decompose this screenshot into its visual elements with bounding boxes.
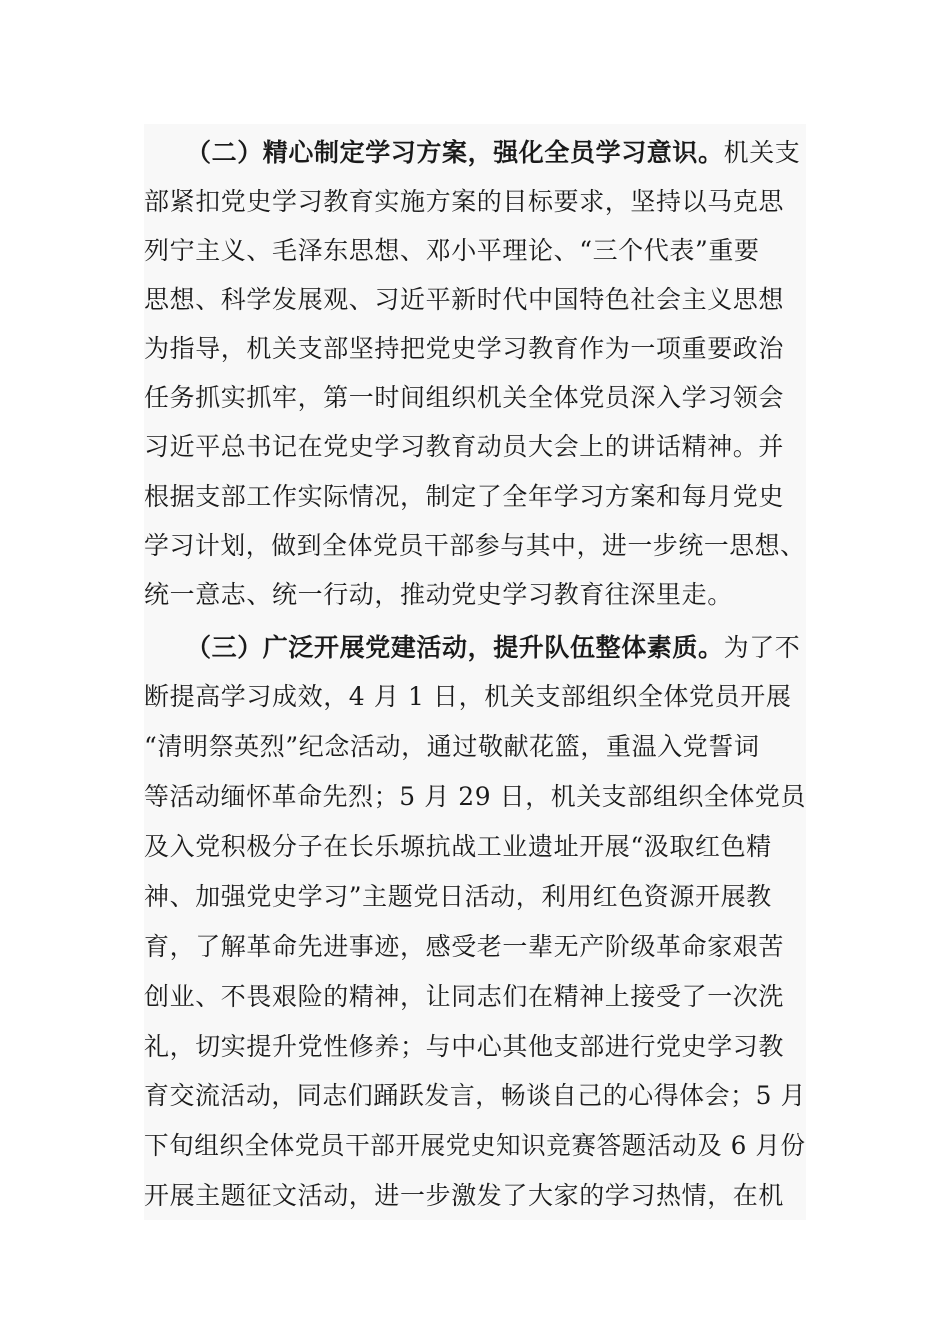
paragraph-heading: （三）广泛开展党建活动，提升队伍整体素质。: [186, 633, 724, 662]
paragraph-line: 神、加强党史学习”主题党日活动，利用红色资源开展教: [144, 882, 772, 911]
paragraph-text: 机关支: [723, 138, 801, 167]
paragraph-line: 统一意志、统一行动，推动党史学习教育往深里走。: [144, 580, 733, 609]
paragraph-line: 等活动缅怀革命先烈；5 月 29 日，机关支部组织全体党员: [144, 782, 806, 811]
paragraph-line: 部紧扣党史学习教育实施方案的目标要求，坚持以马克思: [144, 187, 785, 216]
paragraph-line: 育交流活动，同志们踊跃发言，畅谈自己的心得体会；5 月: [144, 1081, 807, 1110]
paragraph-line: 开展主题征文活动，进一步激发了大家的学习热情，在机: [144, 1181, 785, 1210]
paragraph-heading: （二）精心制定学习方案，强化全员学习意识。: [186, 138, 724, 167]
paragraph-line: 及入党积极分子在长乐塬抗战工业遗址开展“汲取红色精: [144, 832, 772, 861]
paragraph-line: 学习计划，做到全体党员干部参与其中，进一步统一思想、: [144, 531, 806, 560]
paragraph-line: 育，了解革命先进事迹，感受老一辈无产阶级革命家艰苦: [144, 932, 785, 961]
paragraph-line: 礼，切实提升党性修养；与中心其他支部进行党史学习教: [144, 1032, 785, 1061]
paragraph-line: 断提高学习成效，4 月 1 日，机关支部组织全体党员开展: [144, 682, 792, 711]
paragraph-line: 为指导，机关支部坚持把党史学习教育作为一项重要政治: [144, 334, 785, 363]
paragraph-line: 列宁主义、毛泽东思想、邓小平理论、“三个代表”重要: [144, 236, 760, 265]
paragraph-line: 创业、不畏艰险的精神，让同志们在精神上接受了一次洗: [144, 982, 785, 1011]
paragraph-line: 习近平总书记在党史学习教育动员大会上的讲话精神。并: [144, 432, 785, 461]
paragraph-line: 下旬组织全体党员干部开展党史知识竞赛答题活动及 6 月份: [144, 1131, 806, 1160]
paragraph-line: 根据支部工作实际情况，制定了全年学习方案和每月党史: [144, 482, 785, 511]
paragraph-line: 思想、科学发展观、习近平新时代中国特色社会主义思想: [144, 285, 785, 314]
paragraph-line: 任务抓实抓牢，第一时间组织机关全体党员深入学习领会: [144, 383, 785, 412]
paragraph-line: [186, 623, 800, 673]
paragraph-line: [186, 128, 800, 178]
paragraph-text: 为了不: [723, 633, 801, 662]
paragraph-line: “清明祭英烈”纪念活动，通过敬献花篮，重温入党誓词: [144, 732, 760, 761]
